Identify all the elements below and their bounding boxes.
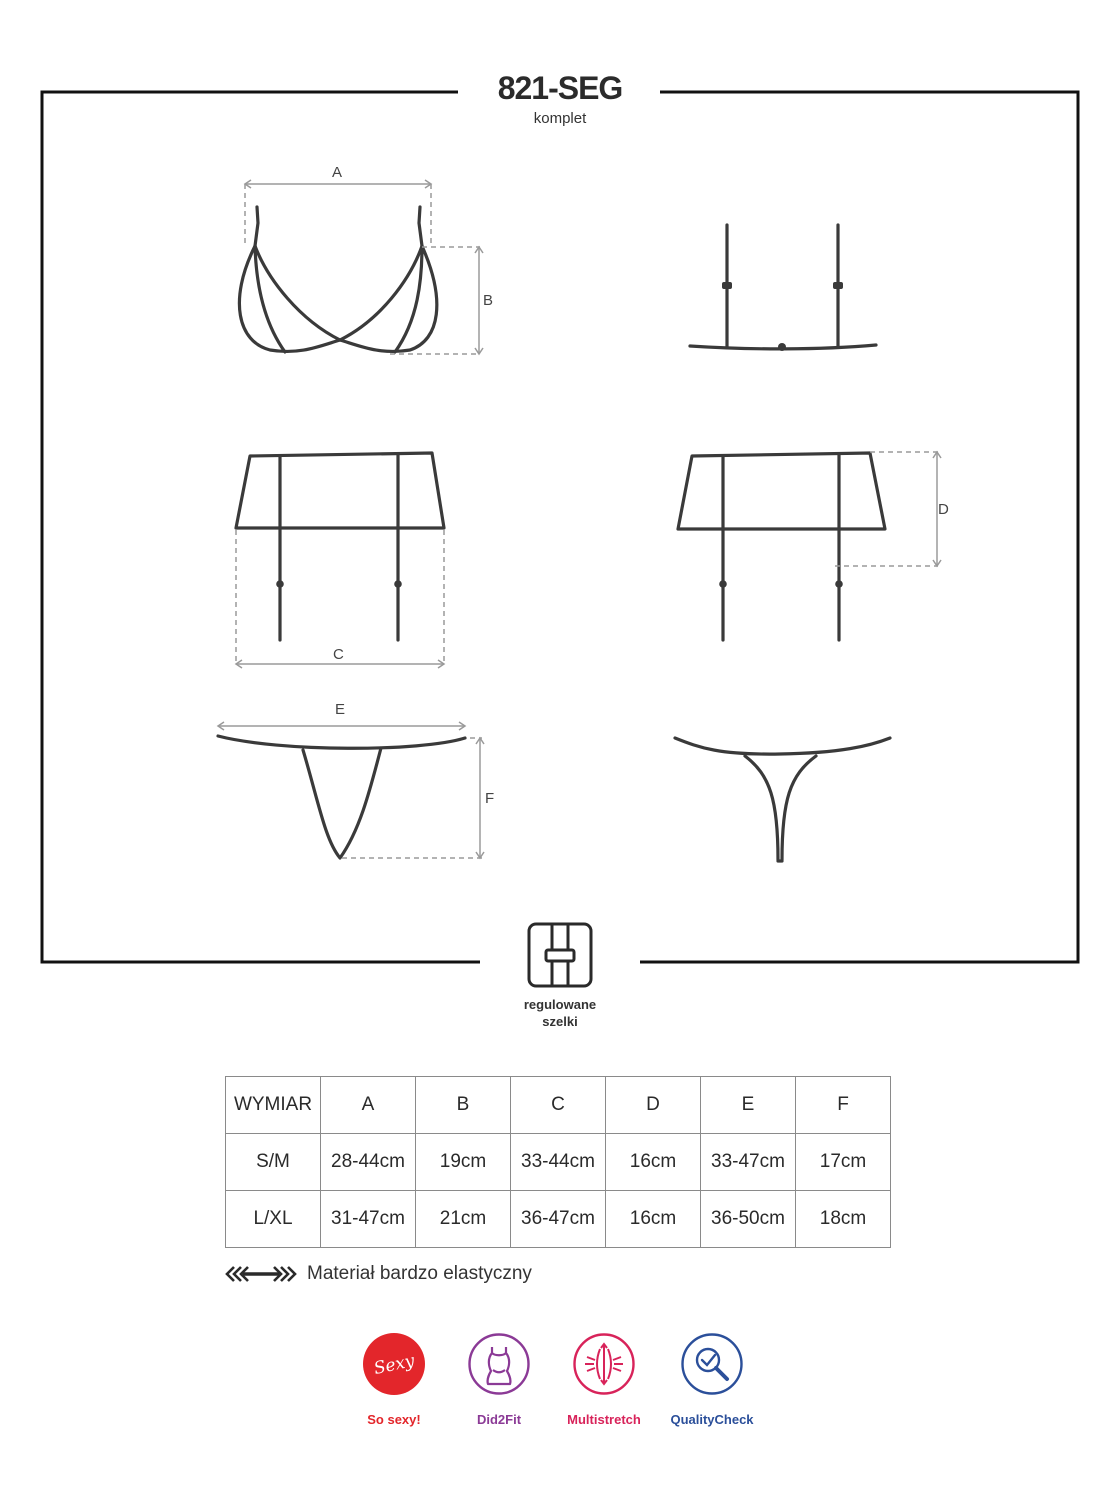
- table-row: [226, 1191, 891, 1248]
- garter-back-dimension-lines: [835, 452, 941, 566]
- table-header-cell: C: [511, 1077, 606, 1134]
- table-header-cell: F: [796, 1077, 891, 1134]
- dimension-label-c: C: [333, 646, 344, 663]
- feature-label: [490, 996, 630, 1030]
- adjustable-strap-icon: [529, 924, 591, 986]
- sexy-icon: [363, 1333, 425, 1395]
- dimension-label-a: A: [332, 164, 343, 181]
- table-cell: 31-47cm: [321, 1191, 416, 1248]
- table-row-size: L/XL: [226, 1191, 321, 1248]
- material-text: Materiał bardzo elastyczny: [307, 1263, 532, 1284]
- badge-label: So sexy!: [367, 1412, 421, 1427]
- quality-check-icon: [681, 1333, 743, 1395]
- feature-label-line1: regulowane: [523, 997, 597, 1012]
- stretch-arrows-icon: [225, 1264, 297, 1284]
- table-cell: 21cm: [416, 1191, 511, 1248]
- table-header-row: [226, 1077, 891, 1134]
- dimension-label-e: E: [335, 701, 346, 718]
- dimension-label-d: D: [938, 501, 949, 518]
- table-cell: 16cm: [606, 1134, 701, 1191]
- material-note: [225, 1260, 532, 1288]
- badge-did2fit: [444, 1333, 554, 1427]
- bra-back-clasps: [722, 282, 843, 351]
- multistretch-icon: [573, 1333, 635, 1395]
- table-header-cell: WYMIAR: [226, 1077, 321, 1134]
- table-cell: 17cm: [796, 1134, 891, 1191]
- garter-front-clips: [276, 580, 402, 588]
- badge-label: Did2Fit: [476, 1412, 522, 1427]
- table-header-cell: A: [321, 1077, 416, 1134]
- badge-qualitycheck: [657, 1333, 767, 1427]
- table-cell: 33-47cm: [701, 1134, 796, 1191]
- badge-so-sexy: [339, 1333, 449, 1427]
- thong-back-drawing: [675, 738, 890, 861]
- sexy-icon-text: Sexy: [372, 1350, 417, 1380]
- garter-front-drawing: [236, 453, 444, 640]
- table-cell: 18cm: [796, 1191, 891, 1248]
- badge-multistretch: [549, 1333, 659, 1427]
- table-cell: 16cm: [606, 1191, 701, 1248]
- frame-border: [42, 92, 1078, 962]
- badge-label: QualityCheck: [670, 1412, 754, 1427]
- garter-back-drawing: [678, 453, 885, 640]
- badges-row: [350, 1333, 770, 1433]
- table-cell: 33-44cm: [511, 1134, 606, 1191]
- table-row-size: S/M: [226, 1134, 321, 1191]
- table-row: [226, 1134, 891, 1191]
- bra-back-drawing: [690, 225, 876, 349]
- thong-front-drawing: [218, 736, 465, 858]
- product-code: 821-SEG: [497, 70, 623, 106]
- bra-front-drawing: [239, 207, 436, 352]
- table-cell: 19cm: [416, 1134, 511, 1191]
- table-cell: 28-44cm: [321, 1134, 416, 1191]
- garter-back-clips: [719, 580, 843, 588]
- feature-label-line2: szelki: [542, 1014, 578, 1029]
- table-header-cell: B: [416, 1077, 511, 1134]
- product-type: komplet: [533, 110, 587, 127]
- table-cell: 36-47cm: [511, 1191, 606, 1248]
- bra-dimension-lines: [245, 180, 483, 354]
- dress-fit-icon: [468, 1333, 530, 1395]
- table-header-cell: E: [701, 1077, 796, 1134]
- table-header-cell: D: [606, 1077, 701, 1134]
- size-table: [225, 1076, 891, 1248]
- dimension-label-f: F: [485, 790, 495, 807]
- badge-label: Multistretch: [567, 1412, 641, 1427]
- table-cell: 36-50cm: [701, 1191, 796, 1248]
- dimension-label-b: B: [483, 292, 494, 309]
